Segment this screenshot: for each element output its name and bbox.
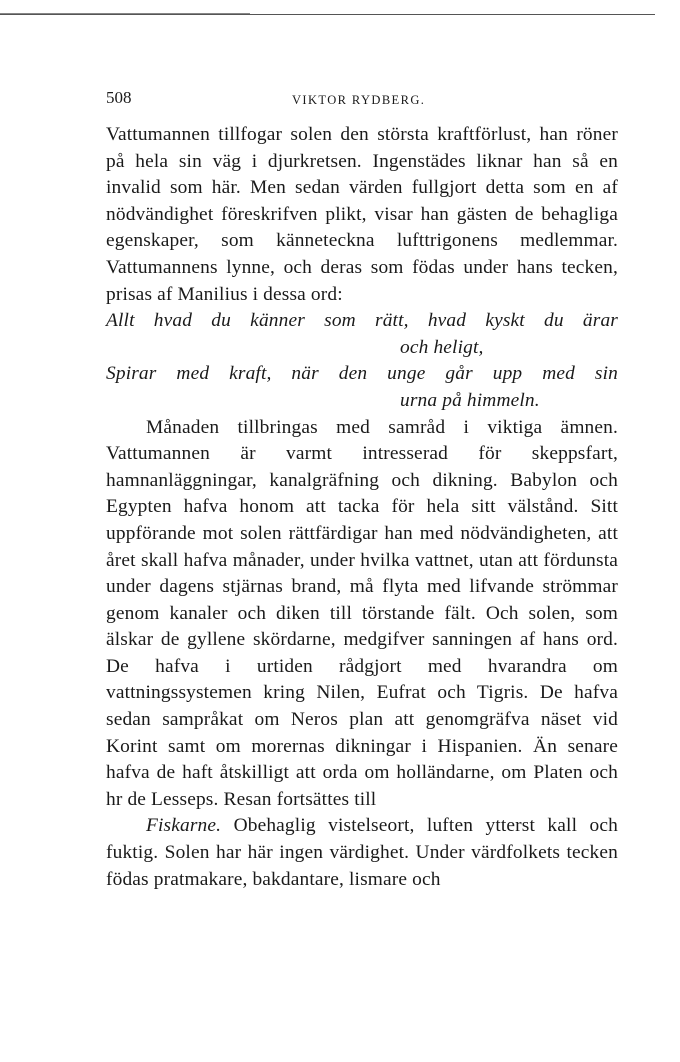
page-header (106, 88, 618, 122)
section-lead-fiskarne: Fiskarne. (146, 815, 222, 837)
paragraph-2: Månaden tillbringas med samråd i viktiga ämnen. Vattumannen är varmt intresserad för skeppsfart, hamnanläggningar, kanalgräfning och dikning. Babylon och Egypten hafva honom att tacka för hela sitt välstånd. Sitt uppförande mot solen rättfärdigar han med nödvändigheten, att året skall hafva månader, under hvilka vattnet, utan att fördunsta under dagens stjärnas brand, må flyta med lifvande strömmar genom kanaler och diken till törstande fält. Och solen, som älskar de gyllene skördarne, medgifver sanningen af hans ord. De hafva i urtiden rådgjort med hvarandra om vattningssystemen kring Nilen, Eufrat och Tigris. De hafva sedan sampråkat om Neros plan att genomgräfva näset vid Korint samt om morernas dikningar i Hispanien. Än senare hafva de haft åtskilligt att orda om holländarne, om Platen och hr de Lesseps. Resan fortsättes till (106, 416, 618, 810)
paragraph-3-body: Obehaglig vistelseort, luften ytterst kall och fuktig. Solen har här ingen värdighet. Under värdfolkets tecken födas pratmakare, bakdantare, lismare och (106, 815, 618, 890)
book-page (106, 88, 618, 893)
paragraph-3 (106, 813, 618, 893)
body-text (106, 122, 618, 893)
verse-line-3: Spirar med kraft, när den unge går upp med sin (106, 363, 618, 385)
verse-line-2: och heligt, (400, 336, 484, 358)
verse-line-4: urna på himmeln. (400, 389, 540, 411)
page-number: 508 (106, 88, 132, 107)
paragraph-1: Vattumannen tillfogar solen den största kraftförlust, han röner på hela sin väg i djurkretsen. Ingenstädes liknar han så en invalid som här. Men sedan värden fullgjort detta som en af nödvändighet föreskrifven plikt, visar han gästen de behagliga egenskaper, som känneteckna lufttrigonens medlemmar. Vattumannens lynne, och deras som födas under hans tecken, prisas af Manilius i dessa ord: (106, 124, 618, 305)
top-rule (0, 14, 655, 15)
verse-line-1: Allt hvad du känner som rätt, hvad kyskt du ärar (106, 310, 618, 332)
running-head: VIKTOR RYDBERG. (292, 93, 426, 107)
verse-quote (106, 308, 618, 414)
